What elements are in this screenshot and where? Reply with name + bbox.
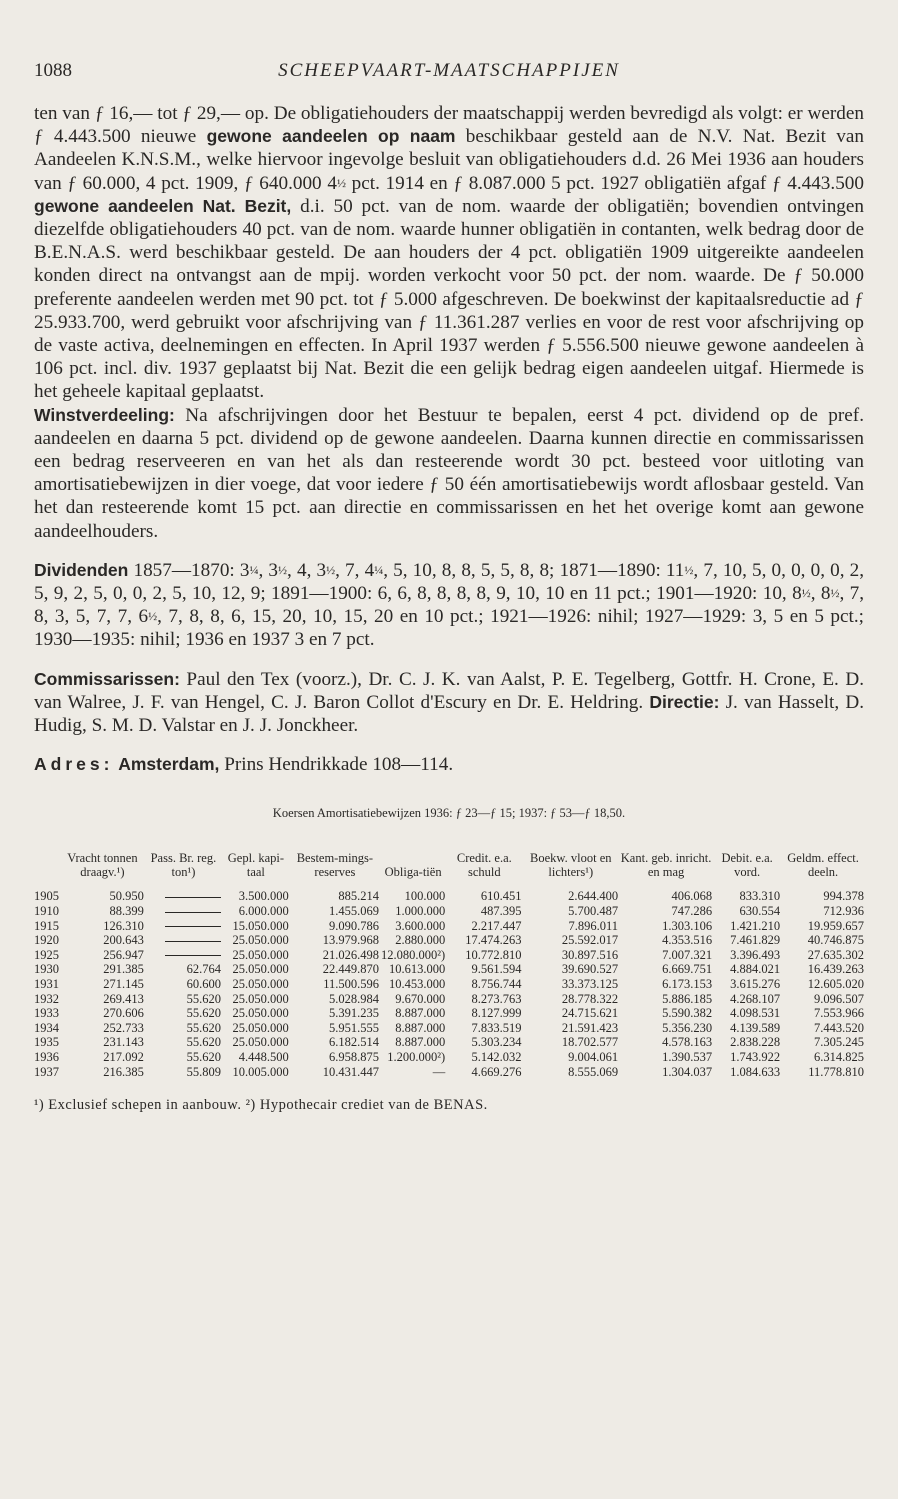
column-header: Boekw. vloot en lichters¹)	[530, 851, 612, 880]
empty-value-rule	[165, 941, 221, 942]
empty-value-rule	[165, 926, 221, 927]
column-header	[34, 851, 61, 889]
table-cell: 28.778.322	[561, 991, 619, 1006]
table-cell: 25.050.000	[232, 1006, 289, 1021]
table-cell: 19.959.657	[807, 918, 864, 933]
table-cell: 4.098.531	[730, 1006, 781, 1021]
section-label: Dividenden	[34, 559, 129, 580]
table-cell: 3.500.000	[238, 889, 289, 904]
page-header	[34, 60, 864, 88]
paragraph-commissarissen	[34, 668, 864, 738]
table-cell: 5.142.032	[471, 1050, 522, 1065]
text-run: , 8	[810, 583, 831, 605]
fraction: ½	[684, 562, 694, 577]
paragraph-adres	[34, 753, 864, 776]
table-cell: 8.756.744	[471, 977, 522, 992]
section-label: Directie:	[649, 691, 720, 712]
table-cell: 3.600.000	[395, 918, 446, 933]
table-cell: 271.145	[103, 977, 144, 992]
column-header: Vracht tonnen draagv.¹)	[67, 851, 138, 880]
text-run: , 5, 10, 8, 8, 5, 5, 8, 8; 1871—1890: 11	[383, 559, 685, 581]
table-cell: 55.620	[186, 1020, 222, 1035]
table-cell: 270.606	[103, 1006, 144, 1021]
table-cell: 5.590.382	[662, 1006, 713, 1021]
table-cell: 2.217.447	[471, 918, 522, 933]
table-cell: 7.305.245	[814, 1035, 864, 1050]
table-cell: 11.500.596	[323, 977, 380, 992]
spacer	[34, 543, 864, 559]
text-run: , 4, 3	[287, 559, 327, 581]
table-cell: 6.182.514	[329, 1035, 380, 1050]
table-cell: 50.950	[109, 889, 144, 904]
table-cell: 994.378	[823, 889, 864, 904]
table-cell: 712.936	[823, 904, 864, 919]
table-cell: 55.620	[186, 1050, 222, 1065]
table-cell: 8.887.000	[395, 1020, 446, 1035]
table-cell: 5.951.555	[329, 1020, 380, 1035]
table-cell: 100.000	[404, 889, 446, 904]
table-cell: 6.000.000	[238, 904, 289, 919]
table-cell: 6.958.875	[329, 1050, 380, 1065]
table-cell: 10.613.000	[388, 962, 446, 977]
column-header: Obliga-tiën	[384, 865, 442, 880]
fraction: ¼	[249, 562, 259, 577]
table-cell: 4.353.516	[662, 933, 713, 948]
text-run: ten van ƒ 16,— tot ƒ 29,— op. De obligatiehouders der maatschappij werden bevredigd als volgt: er werden ƒ 4.443.500 nieuwe	[34, 103, 864, 148]
table-cell: 1.200.000²)	[387, 1050, 446, 1065]
text-run: , 7, 8, 3, 5, 7, 7, 6	[34, 583, 865, 628]
table-cell: 610.451	[480, 889, 522, 904]
table-cell: 55.620	[186, 1006, 222, 1021]
paragraph-dividenden	[34, 559, 864, 652]
table-cell: 4.884.021	[730, 962, 781, 977]
table-row	[34, 1065, 866, 1080]
table-row	[34, 1006, 866, 1021]
fraction: ½	[336, 175, 346, 190]
table-cell: 55.809	[186, 1064, 222, 1079]
table-cell: 7.896.011	[568, 918, 619, 933]
column-header: Kant. geb. inricht. en mag	[620, 851, 712, 880]
text-run: J. van Hasselt, D. Hudig, S. M. D. Valstar en J. J. Jonckheer.	[34, 691, 865, 737]
table-cell: 8.887.000	[395, 1006, 446, 1021]
table-cell: 2.880.000	[395, 933, 446, 948]
table-cell: 25.050.000	[232, 947, 289, 962]
table-cell: 27.635.302	[807, 947, 864, 962]
table-cell: 1.000.000	[395, 904, 446, 919]
table-cell: 5.303.234	[471, 1035, 522, 1050]
section-label: Adres:	[34, 754, 114, 775]
table-cell: 18.702.577	[561, 1035, 619, 1050]
table-row	[34, 1035, 866, 1050]
table-cell: 25.592.017	[561, 933, 619, 948]
text-run: pct. 1914 en ƒ 8.087.000 5 pct. 1927 obligatiën afgaf ƒ 4.443.500	[345, 172, 864, 194]
table-cell: 126.310	[103, 918, 144, 933]
table-cell: 12.080.000²)	[381, 947, 446, 962]
table-row	[34, 1050, 866, 1065]
table-cell: 5.886.185	[662, 991, 713, 1006]
page-number: 1088	[34, 60, 72, 81]
table-row	[34, 1021, 866, 1036]
column-header: Credit. e.a. schuld	[456, 851, 512, 880]
table-cell: 1.743.922	[730, 1050, 781, 1065]
row-year: 1910	[34, 904, 59, 919]
table-cell: 1.084.633	[730, 1064, 781, 1079]
bold-run: gewone aandeelen op naam	[206, 126, 456, 147]
table-cell: 25.050.000	[232, 1035, 289, 1050]
text-run: , 7, 10, 5, 0, 0, 0, 0, 2, 5, 9, 2, 5, 0, 0, 2, 5, 10, 12, 9; 1891—1900: 6, 6, 8, 8, 8, 8, 9, 10, 10 en 11 pct.; 1901—1920: 10, 8	[34, 559, 865, 605]
table-cell: 10.431.447	[322, 1064, 380, 1079]
table-cell: 17.474.263	[465, 933, 522, 948]
table-cell: 4.268.107	[730, 991, 781, 1006]
empty-value-rule	[165, 912, 221, 913]
table-header-row	[34, 851, 866, 889]
column-header: Geldm. effect. deeln.	[787, 851, 859, 880]
table-cell: 25.050.000	[232, 933, 289, 948]
empty-value-rule	[165, 955, 221, 956]
row-year: 1937	[34, 1064, 59, 1079]
table-cell: 7.553.966	[814, 1006, 864, 1021]
table-cell: 291.385	[103, 962, 144, 977]
table-cell: 747.286	[671, 904, 713, 919]
table-row	[34, 948, 866, 963]
text-run: , 3	[258, 559, 279, 581]
table-cell: 25.050.000	[232, 962, 289, 977]
text-run: 1857—1870: 3	[128, 559, 250, 581]
table-cell: 11.778.810	[808, 1064, 864, 1079]
table-cell: 25.050.000	[232, 991, 289, 1006]
fraction: ¼	[374, 562, 384, 577]
table-cell: —	[432, 1064, 446, 1079]
table-cell: 252.733	[103, 1020, 144, 1035]
table-cell: 21.026.498	[322, 947, 380, 962]
fraction: ½	[148, 609, 158, 624]
table-cell: 25.050.000	[232, 977, 289, 992]
table-cell: 8.555.069	[568, 1064, 619, 1079]
table-cell: 833.310	[739, 889, 781, 904]
table-cell: 24.715.621	[561, 1006, 619, 1021]
table-cell: 6.173.153	[662, 977, 713, 992]
spacer	[34, 737, 864, 753]
row-year: 1920	[34, 933, 59, 948]
table-cell: 4.669.276	[471, 1064, 522, 1079]
row-year: 1935	[34, 1035, 59, 1050]
table-cell	[146, 948, 223, 963]
table-cell: 55.620	[186, 1035, 222, 1050]
table-cell: 3.396.493	[730, 947, 781, 962]
table-cell: 8.127.999	[471, 1006, 522, 1021]
table-cell: 10.005.000	[232, 1064, 289, 1079]
row-year: 1931	[34, 977, 59, 992]
table-cell: 5.028.984	[329, 991, 380, 1006]
table-cell: 630.554	[739, 904, 781, 919]
table-cell: 4.578.163	[662, 1035, 713, 1050]
table-cell: 6.669.751	[662, 962, 713, 977]
table-cell: 39.690.527	[561, 962, 619, 977]
table-cell: 21.591.423	[561, 1020, 619, 1035]
table-row	[34, 977, 866, 992]
financial-table	[34, 851, 866, 1079]
table-cell: 1.455.069	[329, 904, 380, 919]
table-cell: 33.373.125	[561, 977, 619, 992]
table-cell: 16.439.263	[807, 962, 864, 977]
table-cell: 9.090.786	[329, 918, 380, 933]
table-cell: 9.670.000	[395, 991, 446, 1006]
table-cell: 406.068	[671, 889, 713, 904]
table-cell: 9.096.507	[814, 991, 864, 1006]
column-header: Gepl. kapi-taal	[227, 851, 284, 880]
table-cell: 1.303.106	[662, 918, 713, 933]
row-year: 1905	[34, 889, 59, 904]
table-cell: 13.979.968	[322, 933, 380, 948]
table-cell: 4.448.500	[238, 1050, 289, 1065]
text-run: , 7, 8, 8, 6, 15, 20, 10, 15, 20 en 10 pct.; 1921—1926: nihil; 1927—1929: 3, 5 en 5 pct.; 1930—1935: nihil; 1936 en 1937 3 en 7 pct.	[34, 606, 865, 651]
fraction: ½	[278, 562, 288, 577]
table-cell: 2.644.400	[568, 889, 619, 904]
row-year: 1936	[34, 1050, 59, 1065]
paragraph-winstverdeeling	[34, 404, 864, 543]
table-cell: 30.897.516	[561, 947, 619, 962]
table-cell: 1.421.210	[730, 918, 781, 933]
text-run: , 7, 4	[335, 559, 375, 581]
empty-value-rule	[165, 897, 221, 898]
table-row	[34, 992, 866, 1007]
paragraph-capital	[34, 102, 864, 404]
text-run: d.i. 50 pct. van de nom. waarde der obligatiën; bovendien ontvingen diezelfde obligatiehouders 40 pct. van de nom. waarde hunner obligatiën in contanten, welk bedrag door de B.E.N.A.S. werd beschikbaar gesteld. De aan houders der 4 pct. obligatiën 1909 uitgereikte aandeelen konden direct na ontvangst aan de mpij. worden verkocht voor 50 pct. der nom. waarde. De ƒ 50.000 preferente aandeelen werden met 90 pct. tot ƒ 5.000 afgeschreven. De boekwinst der kapitaalsreductie ad ƒ 25.933.700, werd gebruikt voor afschrijving van ƒ 11.361.287 verlies en voor de rest voor afschrijving op de vaste activa, deelnemingen en effecten. In April 1937 werden ƒ 5.556.500 nieuwe gewone aandeelen à 106 pct. incl. div. 1937 geplaatst bij Nat. Bezit die een gelijk bedrag eigen aandeelen uitgaf. Hiermede is het geheele kapitaal geplaatst.	[34, 195, 864, 403]
table-cell	[146, 889, 223, 904]
table-cell: 10.772.810	[465, 947, 522, 962]
table-cell: 231.143	[103, 1035, 144, 1050]
table-cell	[146, 904, 223, 919]
footnote: ¹) Exclusief schepen in aanbouw. ²) Hypothecair crediet van de BENAS.	[34, 1097, 488, 1114]
spacer	[34, 652, 864, 668]
text-run: Paul den Tex (voorz.), Dr. C. J. K. van Aalst, P. E. Tegelberg, Gottfr. H. Crone, E. D. van Walree, J. F. van Hengel, C. J. Baron Collot d'Escury en Dr. E. Heldring.	[34, 668, 864, 713]
table-cell	[146, 933, 223, 948]
row-year: 1933	[34, 1006, 59, 1021]
table-cell: 9.561.594	[471, 962, 522, 977]
running-title: SCHEEPVAART-MAATSCHAPPIJEN	[278, 60, 620, 81]
table-cell: 55.620	[186, 991, 222, 1006]
row-year: 1930	[34, 962, 59, 977]
table-cell: 256.947	[103, 947, 144, 962]
table-cell: 3.615.276	[730, 977, 781, 992]
table-cell: 60.600	[186, 977, 222, 992]
table-cell: 487.395	[480, 904, 522, 919]
table-cell: 10.453.000	[388, 977, 446, 992]
table-cell: 5.391.235	[329, 1006, 380, 1021]
fraction: ½	[326, 562, 336, 577]
fraction: ½	[801, 586, 811, 601]
fraction: ½	[830, 586, 840, 601]
table-cell: 22.449.870	[322, 962, 380, 977]
body-text	[34, 102, 864, 776]
bold-run: gewone aandeelen Nat. Bezit,	[34, 195, 292, 216]
table-cell: 216.385	[103, 1064, 144, 1079]
table-cell: 217.092	[103, 1050, 144, 1065]
column-header: Bestem-mings-reserves	[296, 851, 374, 880]
table-cell: 40.746.875	[807, 933, 864, 948]
table-cell: 7.443.520	[814, 1020, 864, 1035]
column-header: Debit. e.a. vord.	[721, 851, 773, 880]
table-cell: 4.139.589	[730, 1020, 781, 1035]
table-cell: 1.304.037	[662, 1064, 713, 1079]
table-cell: 200.643	[103, 933, 144, 948]
table-cell: 9.004.061	[568, 1050, 619, 1065]
text-run: Na afschrijvingen door het Bestuur te bepalen, eerst 4 pct. dividend op de pref. aandeelen en daarna 5 pct. dividend op de gewone aandeelen. Daarna kunnen directie en commissarissen een bedrag reserveeren en van het als dan resteerende wordt 30 pct. besteed voor uitloting van amortisatiebewijzen in dier voege, dat voor iedere ƒ 50 één amortisatiebewijs wordt aflosbaar gesteld. Van het dan resteerende komt 15 pct. aan directie en commissarissen en het het overige komt aan gewone aandeelhouders.	[34, 404, 864, 542]
address-text: Prins Hendrikkade 108—114.	[219, 754, 454, 776]
section-label: Winstverdeeling:	[34, 404, 175, 425]
table-cell	[146, 919, 223, 934]
table-body	[34, 889, 866, 1079]
table-cell: 5.700.487	[568, 904, 619, 919]
section-label: Commissarissen:	[34, 668, 180, 689]
table-cell: 269.413	[103, 991, 144, 1006]
table-cell: 885.214	[338, 889, 380, 904]
table-cell: 25.050.000	[232, 1020, 289, 1035]
table-cell: 8.887.000	[395, 1035, 446, 1050]
row-year: 1925	[34, 947, 59, 962]
table-cell: 2.838.228	[730, 1035, 781, 1050]
page	[34, 60, 864, 1114]
row-year: 1915	[34, 918, 59, 933]
table-cell: 6.314.825	[814, 1050, 864, 1065]
table-cell: 7.007.321	[662, 947, 713, 962]
table-cell: 1.390.537	[662, 1050, 713, 1065]
table-row	[34, 919, 866, 934]
table-cell: 7.461.829	[730, 933, 781, 948]
row-year: 1934	[34, 1020, 59, 1035]
table-row	[34, 904, 866, 919]
text-run: beschikbaar gesteld aan de N.V. Nat. Bezit van Aandeelen K.N.S.M., welke hiervoor ingevolge besluit van obligatiehouders d.d. 26 Mei 1936 aan houders van ƒ 60.000, 4 pct. 1909, ƒ 640.000 4	[34, 126, 865, 194]
koersen-line: Koersen Amortisatiebewijzen 1936: ƒ 23—ƒ 15; 1937: ƒ 53—ƒ 18,50.	[272, 806, 626, 821]
column-header: Pass. Br. reg. ton¹)	[150, 851, 217, 880]
table-cell: 12.605.020	[807, 977, 864, 992]
table-row	[34, 933, 866, 948]
table-cell: 62.764	[186, 962, 222, 977]
table-cell: 7.833.519	[471, 1020, 522, 1035]
row-year: 1932	[34, 991, 59, 1006]
table-row	[34, 962, 866, 977]
table-cell: 8.273.763	[471, 991, 522, 1006]
table-cell: 5.356.230	[662, 1020, 713, 1035]
table-cell: 88.399	[109, 904, 144, 919]
table-cell: 15.050.000	[232, 918, 289, 933]
table-row	[34, 889, 866, 904]
address-city: Amsterdam,	[118, 754, 220, 775]
